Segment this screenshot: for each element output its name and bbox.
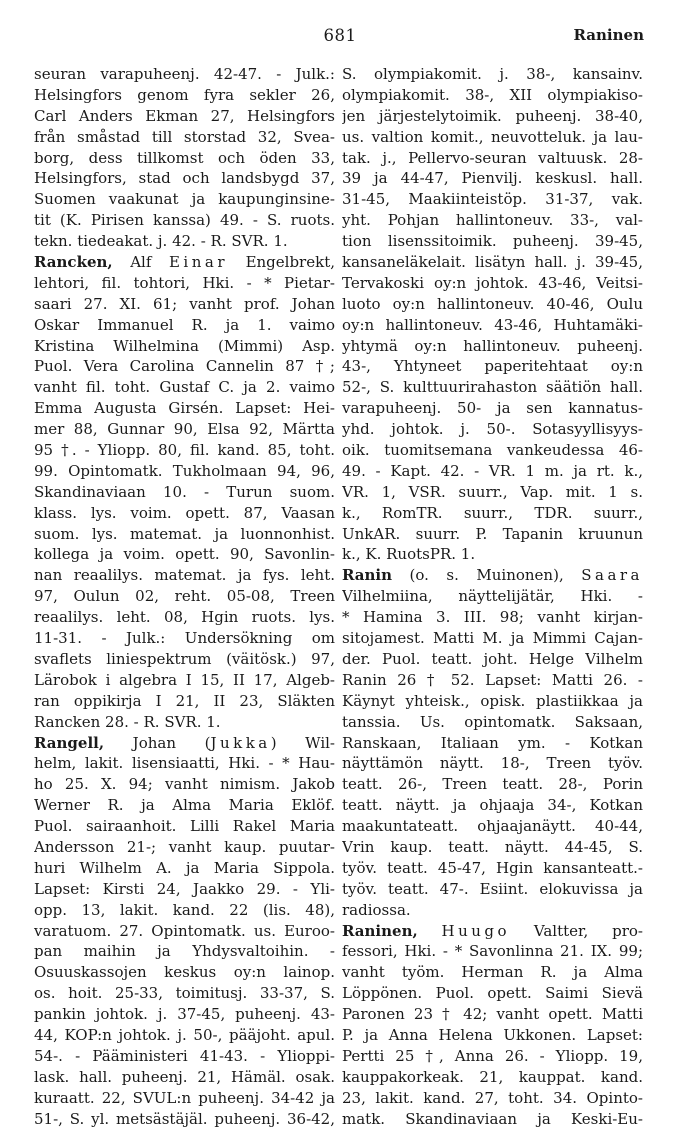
text-line — [34, 900, 335, 921]
text-line — [342, 252, 643, 273]
text-line — [34, 419, 335, 440]
line-text: teatt. 26-, Treen teatt. 28-, Porin — [342, 775, 643, 794]
given-name-spaced: Huugo — [441, 921, 511, 940]
line-text: VR. 1, VSR. suurr., Vap. mit. 1 s. — [342, 482, 643, 501]
line-text: opp. 13, lakit. kand. 22 (lis. 48), — [34, 900, 335, 919]
line-text: mer 88, Gunnar 90, Elsa 92, Märtta — [34, 420, 335, 439]
line-text: tak. j., Pellervo-seuran valtuusk. 28- — [342, 148, 643, 167]
text-line — [34, 1025, 335, 1046]
text-line — [34, 210, 335, 231]
text-line — [342, 1109, 643, 1129]
text-line — [34, 524, 335, 545]
line-text: kollega ja voim. opett. 90, Savonlin- — [34, 545, 335, 564]
text-line — [342, 941, 643, 962]
text-line — [342, 273, 643, 294]
text-line — [34, 941, 335, 962]
line-text: os. hoit. 25-33, toimitusj. 33-37, S. — [34, 984, 335, 1003]
line-text: 43-, Yhtyneet paperitehtaat oy:n — [342, 357, 643, 376]
line-text: Suomen vaakunat ja kaupunginsine- — [34, 190, 335, 209]
text-line — [342, 148, 643, 169]
line-text: Puol. sairaanhoit. Lilli Rakel Maria — [34, 817, 335, 836]
line-text: työv. teatt. 45-47, Hgin kansanteatt.- — [342, 858, 643, 877]
line-text: pankin johtok. j. 37-45, puheenj. 43- — [34, 1005, 335, 1024]
text-line — [34, 336, 335, 357]
line-text: Tervakoski oy:n johtok. 43-46, Veitsi- — [342, 273, 643, 292]
text-line — [34, 1067, 335, 1088]
line-text: Käynyt yhteisk., opisk. plastiikkaa ja — [342, 691, 643, 710]
text-line — [34, 461, 335, 482]
text-line — [342, 336, 643, 357]
text-line — [342, 85, 643, 106]
line-text: Ranin 26 † 52. Lapset: Matti 26. - — [342, 670, 643, 689]
line-text: Ranskaan, Italiaan ym. - Kotkan — [342, 733, 643, 752]
line-text: Vrin kaup. teatt. näytt. 44-45, S. — [342, 837, 643, 856]
line-text: lehtori, fil. tohtori, Hki. - * Pietar- — [34, 273, 335, 292]
line-text: k., K. RuotsPR. 1. — [342, 545, 476, 564]
text-line — [342, 315, 643, 336]
line-text: 11-31. - Julk.: Undersökning om — [34, 629, 335, 648]
line-text: jen järjestelytoimik. puheenj. 38-40, — [342, 106, 643, 125]
right-column — [342, 64, 643, 1129]
text-line — [34, 1109, 335, 1129]
text-line — [34, 858, 335, 879]
text-line — [342, 482, 643, 503]
entry-surname: Rangell, — [34, 733, 105, 752]
line-text: matk. Skandinaviaan ja Keski-Eu- — [342, 1109, 643, 1128]
text-line — [342, 1067, 643, 1088]
line-text: Puol. Vera Carolina Cannelin 87 †; — [34, 357, 335, 376]
line-text: Vilhelmiina, näyttelijätär, Hki. - — [342, 587, 643, 606]
text-line — [34, 1046, 335, 1067]
text-line — [342, 607, 643, 628]
line-text: oik. tuomitsemana vankeudessa 46- — [342, 441, 643, 460]
text-line — [34, 294, 335, 315]
line-text: radiossa. — [342, 900, 411, 919]
line-text: Lapset: Kirsti 24, Jaakko 29. - Yli- — [34, 879, 335, 898]
line-text: luoto oy:n hallintoneuv. 40-46, Oulu — [342, 294, 643, 313]
entry-surname: Raninen, — [342, 921, 418, 940]
line-text: yht. Pohjan hallintoneuv. 33-, val- — [342, 211, 643, 230]
line-text: olympiakomit. 38-, XII olympiakiso- — [342, 85, 643, 104]
line-text: der. Puol. teatt. joht. Helge Vilhelm — [342, 649, 643, 668]
given-name-spaced: Jukka — [210, 733, 271, 752]
text-line — [34, 1088, 335, 1109]
running-head: Raninen — [573, 26, 644, 44]
line-text-rest: Valtter, pro- — [510, 921, 643, 940]
text-line — [34, 503, 335, 524]
text-line — [342, 1046, 643, 1067]
line-text: Lärobok i algebra I 15, II 17, Algeb- — [34, 670, 335, 689]
text-line — [34, 837, 335, 858]
text-line — [34, 127, 335, 148]
text-line — [342, 1004, 643, 1025]
line-text: lask. hall. puheenj. 21, Hämäl. osak. — [34, 1067, 335, 1086]
text-line — [34, 691, 335, 712]
line-text: teatt. näytt. ja ohjaaja 34-, Kotkan — [342, 796, 643, 815]
line-text: suom. lys. matemat. ja luonnonhist. — [34, 524, 335, 543]
text-line — [342, 168, 643, 189]
text-line — [342, 795, 643, 816]
text-line — [34, 607, 335, 628]
text-line — [34, 649, 335, 670]
text-line — [342, 189, 643, 210]
line-text: 49. - Kapt. 42. - VR. 1 m. ja rt. k., — [342, 461, 643, 480]
text-line — [34, 482, 335, 503]
text-line — [342, 210, 643, 231]
line-text: Andersson 21-; vanht kaup. puutar- — [34, 837, 335, 856]
line-text: 31-45, Maakiinteistöp. 31-37, vak. — [342, 190, 643, 209]
text-line — [342, 649, 643, 670]
line-text: 44, KOP:n johtok. j. 50-, pääjoht. apul. — [34, 1025, 335, 1044]
text-line — [34, 168, 335, 189]
text-line — [34, 189, 335, 210]
line-text-rest: Engelbrekt, — [228, 253, 335, 272]
text-line — [342, 294, 643, 315]
line-text: 23, lakit. kand. 27, toht. 34. Opinto- — [342, 1088, 643, 1107]
entry-heading-line — [34, 252, 335, 273]
line-text: Osuuskassojen keskus oy:n lainop. — [34, 963, 335, 982]
text-line — [34, 148, 335, 169]
text-line — [34, 544, 335, 565]
line-text: nan reaalilys. matemat. ja fys. leht. — [34, 566, 335, 585]
text-line — [342, 858, 643, 879]
page-number: 681 — [323, 26, 357, 45]
line-text — [418, 922, 442, 940]
line-text: kansaneläkelait. lisätyn hall. j. 39-45, — [342, 253, 643, 272]
left-column — [34, 64, 335, 1129]
line-text: från småstad till storstad 32, Svea- — [34, 127, 335, 146]
line-text: sitojamest. Matti M. ja Mimmi Cajan- — [342, 629, 643, 648]
line-text: Löppönen. Puol. opett. Saimi Sievä — [342, 984, 643, 1003]
line-text: UnkAR. suurr. P. Tapanin kruunun — [342, 524, 643, 543]
text-line — [34, 795, 335, 816]
line-text: 99. Opintomatk. Tukholmaan 94, 96, — [34, 461, 335, 480]
entry-heading-line — [342, 565, 643, 586]
line-text: Skandinaviaan 10. - Turun suom. — [34, 482, 335, 501]
entry-surname: Ranin — [342, 566, 393, 585]
entry-heading-line — [34, 733, 335, 754]
text-line — [34, 712, 335, 733]
line-text: vanht fil. toht. Gustaf C. ja 2. vaimo — [34, 378, 335, 397]
line-text: fessori, Hki. - * Savonlinna 21. IX. 99; — [342, 942, 643, 961]
line-text: 97, Oulun 02, reht. 05-08, Treen — [34, 587, 335, 606]
text-line — [342, 1088, 643, 1109]
text-line — [342, 127, 643, 148]
text-line — [342, 398, 643, 419]
text-line — [342, 503, 643, 524]
text-line — [34, 85, 335, 106]
text-line — [34, 273, 335, 294]
given-name-spaced: Saara — [581, 566, 643, 585]
text-line — [34, 816, 335, 837]
line-text: oy:n hallintoneuv. 43-46, Huhtamäki- — [342, 315, 643, 334]
line-text-rest: ) Wil- — [270, 733, 335, 752]
line-text: seuran varapuheenj. 42-47. - Julk.: — [34, 65, 335, 83]
line-text: näyttämön näytt. 18-, Treen työv. — [342, 754, 643, 773]
line-text: Werner R. ja Alma Maria Eklöf. — [34, 796, 335, 815]
line-text: Johan ( — [104, 733, 211, 752]
text-line — [34, 586, 335, 607]
line-text: vanht työm. Herman R. ja Alma — [342, 963, 643, 982]
line-text: varatuom. 27. Opintomatk. us. Euroo- — [34, 921, 335, 940]
text-line — [34, 1004, 335, 1025]
line-text: Helsingfors, stad och landsbygd 37, — [34, 169, 335, 188]
entry-surname: Rancken, — [34, 253, 113, 272]
line-text: yhtymä oy:n hallintoneuv. puheenj. — [342, 336, 643, 355]
line-text: 95 †. - Yliopp. 80, fil. kand. 85, toht. — [34, 441, 335, 460]
entry-heading-line — [342, 921, 643, 942]
text-line — [342, 440, 643, 461]
text-line — [342, 962, 643, 983]
text-line — [342, 356, 643, 377]
text-line — [342, 1025, 643, 1046]
line-text: P. ja Anna Helena Ukkonen. Lapset: — [342, 1025, 643, 1044]
text-line — [34, 231, 335, 252]
line-text: maakuntateatt. ohjaajanäytt. 40-44, — [342, 817, 643, 836]
line-text: us. valtion komit., neuvotteluk. ja lau- — [342, 127, 643, 146]
line-text: tekn. tiedeakat. j. 42. - R. SVR. 1. — [34, 232, 288, 251]
text-line — [34, 565, 335, 586]
text-line — [34, 983, 335, 1004]
line-text: huri Wilhelm A. ja Maria Sippola. — [34, 858, 335, 877]
line-text: Paronen 23 † 42; vanht opett. Matti — [342, 1005, 643, 1024]
text-line — [34, 670, 335, 691]
line-text: työv. teatt. 47-. Esiint. elokuvissa ja — [342, 879, 643, 898]
line-text: reaalilys. leht. 08, Hgin ruots. lys. — [34, 608, 335, 627]
text-line — [342, 712, 643, 733]
text-line — [342, 816, 643, 837]
line-text: k., RomTR. suurr., TDR. suurr., — [342, 503, 643, 522]
line-text: kauppakorkeak. 21, kauppat. kand. — [342, 1067, 643, 1086]
text-line — [34, 356, 335, 377]
line-text: Helsingfors genom fyra sekler 26, — [34, 85, 335, 104]
text-line — [34, 774, 335, 795]
line-text: 54-. - Pääministeri 41-43. - Ylioppi- — [34, 1046, 335, 1065]
line-text: saari 27. XI. 61; vanht prof. Johan — [34, 294, 335, 313]
line-text: kuraatt. 22, SVUL:n puheenj. 34-42 ja — [34, 1088, 335, 1107]
text-line — [34, 753, 335, 774]
line-text: ho 25. X. 94; vanht nimism. Jakob — [34, 775, 335, 794]
text-line — [342, 691, 643, 712]
text-line — [342, 461, 643, 482]
line-text: tanssia. Us. opintomatk. Saksaan, — [342, 712, 643, 731]
text-line — [342, 586, 643, 607]
text-line — [342, 879, 643, 900]
line-text: Kristina Wilhelmina (Mimmi) Asp. — [34, 336, 335, 355]
text-line — [342, 377, 643, 398]
text-line — [342, 106, 643, 127]
line-text: 52-, S. kulttuurirahaston säätiön hall. — [342, 378, 643, 397]
line-text: (o. s. Muinonen), — [392, 566, 582, 585]
line-text: Emma Augusta Girsén. Lapset: Hei- — [34, 399, 335, 418]
text-line — [342, 670, 643, 691]
line-text: S. olympiakomit. j. 38-, kansainv. — [342, 65, 643, 83]
line-text: helm, lakit. lisensiaatti, Hki. - * Hau- — [34, 754, 335, 773]
line-text: Pertti 25 †, Anna 26. - Yliopp. 19, — [342, 1046, 643, 1065]
line-text: yhd. johtok. j. 50-. Sotasyyllisyys- — [342, 420, 643, 439]
line-text: svaflets liniespektrum (väitösk.) 97, — [34, 649, 335, 668]
text-line — [342, 837, 643, 858]
text-line — [34, 879, 335, 900]
line-text: tit (K. Pirisen kanssa) 49. - S. ruots. — [34, 211, 335, 230]
text-line — [34, 64, 335, 85]
line-text: 39 ja 44-47, Pienvilj. keskusl. hall. — [342, 169, 643, 188]
line-text: 51-, S. yl. metsästäjäl. puheenj. 36-42, — [34, 1109, 335, 1128]
line-text: varapuheenj. 50- ja sen kannatus- — [342, 399, 643, 418]
text-line — [342, 419, 643, 440]
text-line — [34, 962, 335, 983]
text-line — [34, 398, 335, 419]
line-text: borg, dess tillkomst och öden 33, — [34, 148, 335, 167]
line-text: * Hamina 3. III. 98; vanht kirjan- — [342, 608, 643, 627]
line-text: Rancken 28. - R. SVR. 1. — [34, 712, 221, 731]
text-line — [34, 921, 335, 942]
text-line — [342, 900, 643, 921]
text-line — [34, 315, 335, 336]
text-line — [342, 628, 643, 649]
text-line — [34, 628, 335, 649]
line-text: Oskar Immanuel R. ja 1. vaimo — [34, 315, 335, 334]
text-line — [34, 106, 335, 127]
line-text: Carl Anders Ekman 27, Helsingfors — [34, 106, 335, 125]
text-line — [342, 983, 643, 1004]
text-line — [34, 440, 335, 461]
text-line — [342, 774, 643, 795]
text-line — [342, 231, 643, 252]
text-line — [342, 524, 643, 545]
text-line — [342, 733, 643, 754]
line-text: Alf — [112, 253, 169, 272]
text-line — [34, 377, 335, 398]
line-text: klass. lys. voim. opett. 87, Vaasan — [34, 503, 335, 522]
line-text: tion lisenssitoimik. puheenj. 39-45, — [342, 232, 643, 251]
text-line — [342, 64, 643, 85]
text-line — [342, 753, 643, 774]
line-text: ran oppikirja I 21, II 23, Släkten — [34, 691, 335, 710]
text-line — [342, 544, 643, 565]
given-name-spaced: Einar — [168, 253, 228, 272]
line-text: pan maihin ja Yhdysvaltoihin. - — [34, 942, 335, 961]
